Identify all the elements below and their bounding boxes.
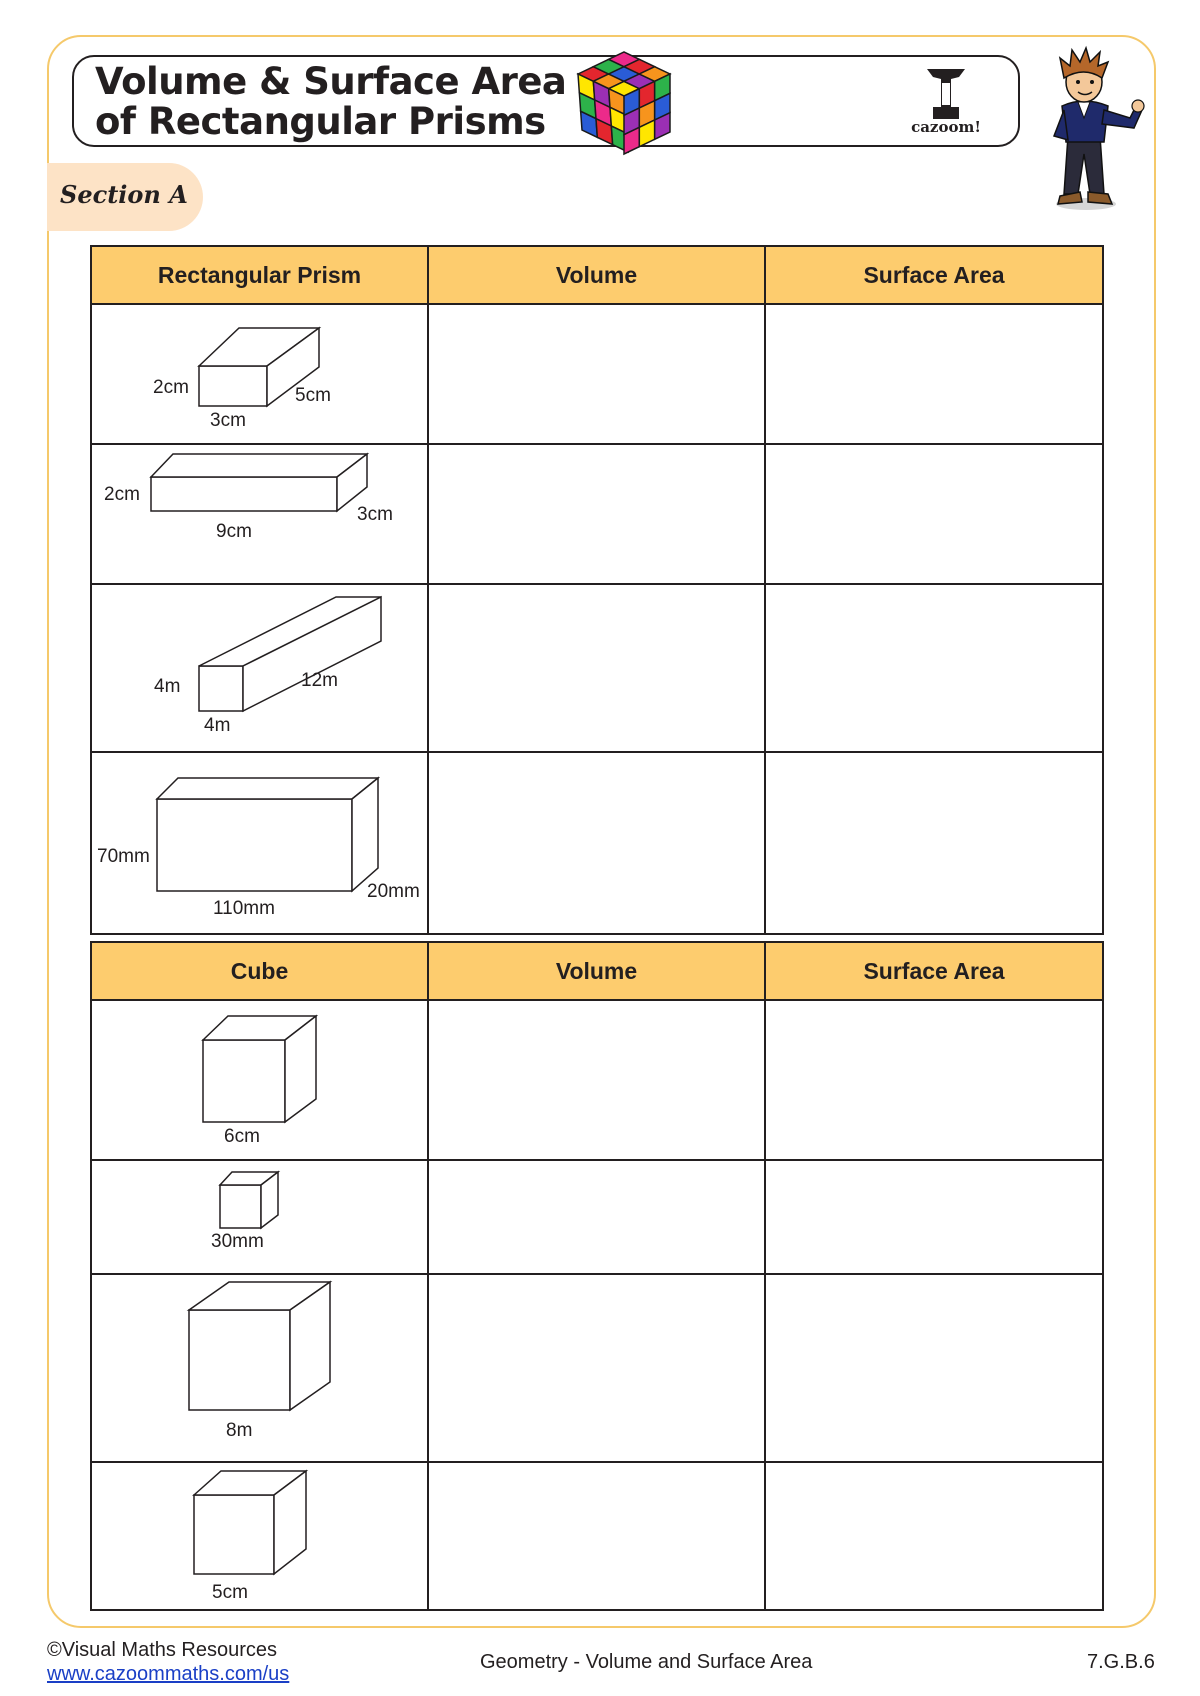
footer-credits bbox=[47, 1638, 289, 1686]
prism-figure-cell bbox=[91, 584, 428, 752]
dimension-label: 110mm bbox=[213, 898, 275, 919]
dimension-label: 4m bbox=[204, 715, 231, 736]
dimension-label: 3cm bbox=[210, 410, 246, 431]
answer-cell-surface-area[interactable] bbox=[765, 444, 1103, 584]
dimension-label: 12m bbox=[301, 670, 338, 691]
logo-mark-icon bbox=[921, 67, 971, 121]
prism-col-shape: Rectangular Prism bbox=[91, 246, 428, 304]
dimension-label: 9cm bbox=[216, 521, 252, 542]
prism-figure-cell bbox=[91, 304, 428, 444]
dimension-label: 5cm bbox=[295, 385, 331, 406]
cube-icon bbox=[92, 1275, 425, 1461]
answer-cell-volume[interactable] bbox=[428, 444, 765, 584]
prism-col-surface-area: Surface Area bbox=[765, 246, 1103, 304]
prism-figure-cell bbox=[91, 444, 428, 584]
cube-col-volume: Volume bbox=[428, 942, 765, 1000]
cube-col-surface-area: Surface Area bbox=[765, 942, 1103, 1000]
answer-cell-surface-area[interactable] bbox=[765, 1274, 1103, 1462]
dimension-label: 5cm bbox=[212, 1582, 248, 1603]
dimension-label: 70mm bbox=[97, 846, 150, 867]
cube-table bbox=[90, 941, 1104, 1611]
dimension-label: 8m bbox=[226, 1420, 253, 1441]
answer-cell-volume[interactable] bbox=[428, 304, 765, 444]
cartoon-boy-icon bbox=[1038, 44, 1156, 214]
prism-figure-cell bbox=[91, 752, 428, 934]
table-row bbox=[91, 584, 1103, 752]
dimension-label: 4m bbox=[154, 676, 181, 697]
cube-figure-cell bbox=[91, 1274, 428, 1462]
answer-cell-surface-area[interactable] bbox=[765, 1462, 1103, 1610]
footer-topic: Geometry - Volume and Surface Area bbox=[480, 1651, 813, 1673]
dimension-label: 30mm bbox=[211, 1231, 264, 1252]
table-row bbox=[91, 1462, 1103, 1610]
footer-standard-code: 7.G.B.6 bbox=[1087, 1651, 1155, 1673]
answer-cell-surface-area[interactable] bbox=[765, 1000, 1103, 1160]
answer-cell-volume[interactable] bbox=[428, 1000, 765, 1160]
answer-cell-volume[interactable] bbox=[428, 584, 765, 752]
title-line-2: of Rectangular Prisms bbox=[95, 100, 546, 143]
dimension-label: 20mm bbox=[367, 881, 420, 902]
cube-icon bbox=[92, 1161, 425, 1273]
cube-icon bbox=[92, 1463, 425, 1609]
cube-header-row bbox=[91, 942, 1103, 1000]
answer-cell-surface-area[interactable] bbox=[765, 752, 1103, 934]
table-row bbox=[91, 1274, 1103, 1462]
answer-cell-volume[interactable] bbox=[428, 752, 765, 934]
table-row bbox=[91, 444, 1103, 584]
cazoom-logo bbox=[900, 62, 992, 140]
table-row bbox=[91, 1160, 1103, 1274]
answer-cell-surface-area[interactable] bbox=[765, 1160, 1103, 1274]
dimension-label: 3cm bbox=[357, 504, 393, 525]
answer-cell-volume[interactable] bbox=[428, 1160, 765, 1274]
worksheet-title bbox=[95, 62, 566, 142]
answer-cell-surface-area[interactable] bbox=[765, 304, 1103, 444]
table-row bbox=[91, 752, 1103, 934]
table-row bbox=[91, 304, 1103, 444]
answer-cell-surface-area[interactable] bbox=[765, 584, 1103, 752]
rectangular-prism-icon bbox=[92, 305, 425, 443]
footer-website-link[interactable]: www.cazoommaths.com/us bbox=[47, 1663, 290, 1685]
cube-figure-cell bbox=[91, 1462, 428, 1610]
cube-col-shape: Cube bbox=[91, 942, 428, 1000]
logo-text: cazoom! bbox=[911, 118, 981, 136]
footer-copyright: ©Visual Maths Resources bbox=[47, 1639, 278, 1661]
title-line-1: Volume & Surface Area bbox=[95, 60, 567, 103]
prism-table bbox=[90, 245, 1104, 935]
cube-figure-cell bbox=[91, 1160, 428, 1274]
dimension-label: 6cm bbox=[224, 1126, 260, 1147]
dimension-label: 2cm bbox=[153, 377, 189, 398]
rectangular-prism-icon bbox=[92, 585, 425, 751]
table-row bbox=[91, 1000, 1103, 1160]
section-label: Section A bbox=[60, 180, 188, 209]
rubiks-cube-icon bbox=[568, 44, 680, 160]
answer-cell-volume[interactable] bbox=[428, 1462, 765, 1610]
dimension-label: 2cm bbox=[104, 484, 140, 505]
prism-header-row bbox=[91, 246, 1103, 304]
answer-cell-volume[interactable] bbox=[428, 1274, 765, 1462]
cube-figure-cell bbox=[91, 1000, 428, 1160]
prism-col-volume: Volume bbox=[428, 246, 765, 304]
